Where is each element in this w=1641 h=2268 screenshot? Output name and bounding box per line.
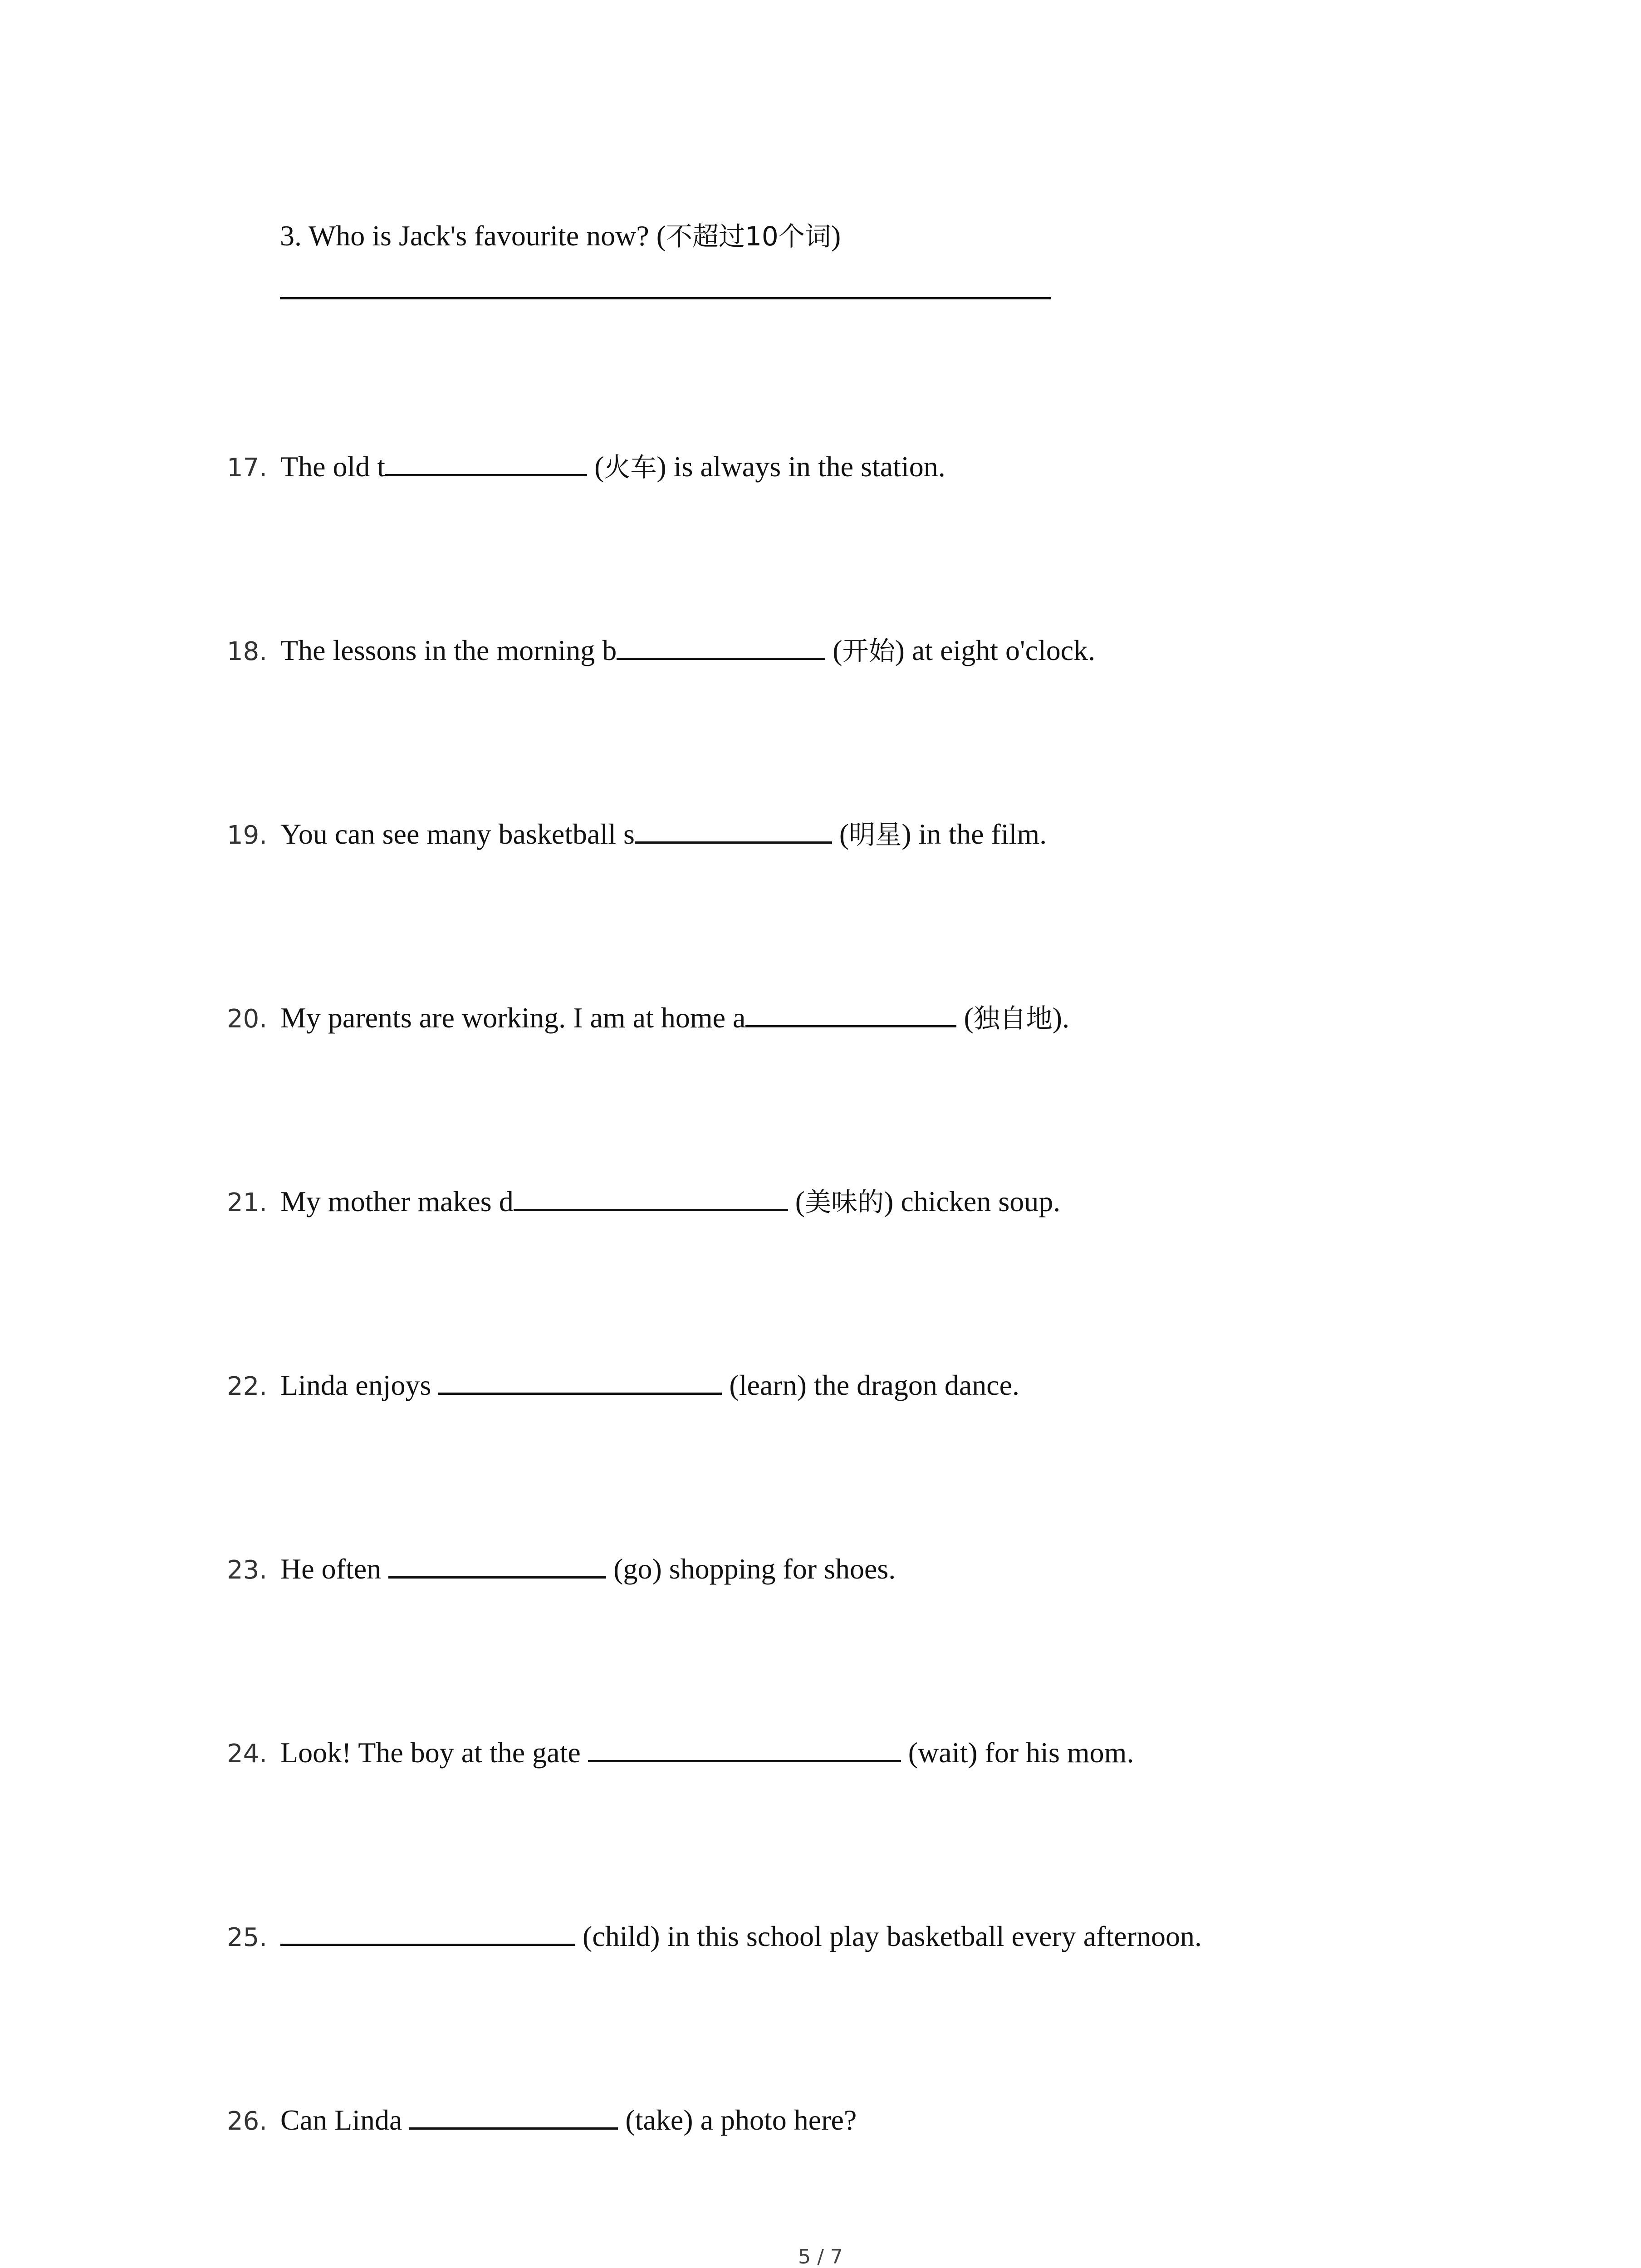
item-text-before: He often: [280, 1553, 389, 1585]
chinese-hint: 独自地: [973, 1003, 1053, 1034]
item-text-after: (go) shopping for shoes.: [606, 1553, 896, 1585]
question-3-prompt: 3. Who is Jack's favourite now? (: [280, 220, 666, 252]
answer-blank[interactable]: [385, 447, 587, 476]
exercise-item-25: [227, 1916, 1202, 1956]
answer-blank[interactable]: [409, 2100, 618, 2130]
item-text-rest: ) in the film.: [901, 818, 1047, 850]
item-text-before: Look! The boy at the gate: [280, 1736, 588, 1769]
item-text-after: (: [788, 1185, 805, 1217]
item-text-before: The lessons in the morning b: [280, 634, 617, 666]
item-text-after: (: [825, 634, 843, 666]
item-text-before: My mother makes d: [280, 1185, 514, 1217]
answer-blank[interactable]: [745, 998, 956, 1027]
chinese-hint: 美味的: [805, 1187, 884, 1217]
question-3-answer-line[interactable]: [280, 297, 1051, 299]
item-number: 22.: [227, 1372, 268, 1401]
item-text-before: Can Linda: [280, 2104, 410, 2136]
answer-blank[interactable]: [588, 1733, 901, 1762]
question-3-close: ): [831, 220, 841, 252]
item-text-after: (wait) for his mom.: [901, 1736, 1134, 1769]
item-text-after: (: [832, 818, 849, 850]
chinese-hint: 开始: [842, 635, 895, 666]
exercise-item-17: [227, 447, 945, 486]
item-number: 24.: [227, 1739, 268, 1769]
item-text-rest: ).: [1052, 1002, 1070, 1034]
item-text-after: (take) a photo here?: [618, 2104, 857, 2136]
exercise-item-24: [227, 1733, 1134, 1772]
exercise-item-23: [227, 1549, 896, 1589]
exercise-item-22: [227, 1365, 1019, 1405]
chinese-hint: 明星: [849, 819, 902, 850]
item-text-after: (learn) the dragon dance.: [722, 1369, 1020, 1401]
item-number: 26.: [227, 2107, 268, 2136]
item-number: 18.: [227, 637, 268, 666]
item-number: 19.: [227, 821, 268, 850]
question-3-note: 不超过10个词: [666, 221, 831, 252]
exercise-item-19: [227, 814, 1047, 854]
exercise-item-21: [227, 1182, 1060, 1221]
item-text-before: The old t: [280, 450, 386, 483]
exercise-item-18: [227, 631, 1095, 670]
answer-blank[interactable]: [514, 1182, 788, 1211]
item-number: 17.: [227, 453, 268, 483]
item-number: 25.: [227, 1923, 268, 1952]
item-number: 20.: [227, 1004, 268, 1034]
item-text-rest: ) is always in the station.: [656, 450, 945, 483]
answer-blank[interactable]: [635, 814, 832, 844]
answer-blank[interactable]: [280, 1916, 575, 1946]
item-text-after: (: [956, 1002, 974, 1034]
answer-blank[interactable]: [438, 1365, 722, 1395]
answer-blank[interactable]: [617, 631, 825, 660]
item-text-before: You can see many basketball s: [280, 818, 635, 850]
question-3: [280, 218, 841, 254]
item-number: 21.: [227, 1188, 268, 1217]
item-text-before: Linda enjoys: [280, 1369, 439, 1401]
item-text-after: (child) in this school play basketball every afternoon.: [575, 1920, 1202, 1952]
item-text-after: (: [587, 450, 604, 483]
exercise-item-20: [227, 998, 1069, 1037]
item-number: 23.: [227, 1555, 268, 1585]
item-text-rest: ) at eight o'clock.: [895, 634, 1096, 666]
item-text-before: My parents are working. I am at home a: [280, 1002, 746, 1034]
chinese-hint: 火车: [604, 452, 657, 483]
exercise-item-26: [227, 2100, 857, 2140]
page-number: 5 / 7: [798, 2245, 843, 2268]
item-text-rest: ) chicken soup.: [884, 1185, 1061, 1217]
answer-blank[interactable]: [388, 1549, 606, 1579]
